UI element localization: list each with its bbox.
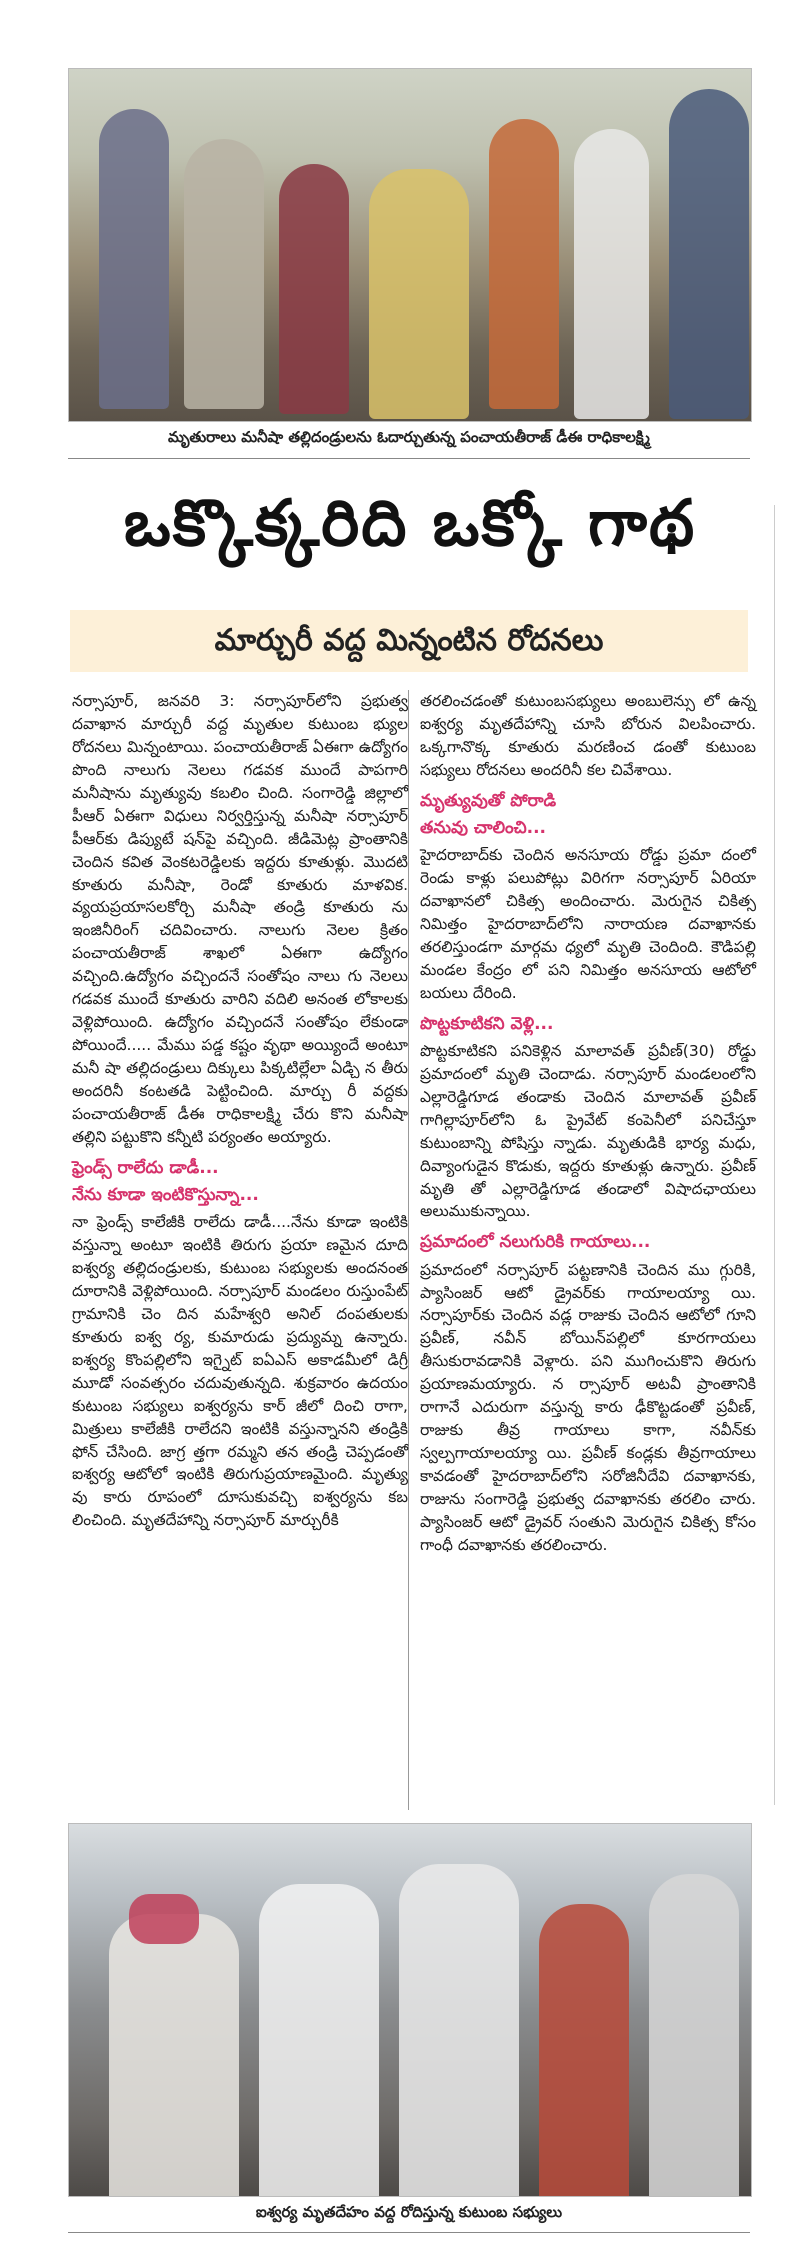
photo-person	[259, 1884, 379, 2197]
photo-person	[184, 139, 264, 409]
caption-divider	[68, 2232, 750, 2233]
photo-person	[669, 89, 749, 419]
bottom-news-photo	[68, 1823, 752, 2197]
photo-person	[99, 109, 169, 409]
section-heading: పొట్టకూటికని వెళ్లి...	[420, 1013, 554, 1034]
article-paragraph: నా ఫ్రెండ్స్ కాలేజీకి రాలేదు డాడీ....నేను కూడా ఇంటికి వస్తున్నా అంటూ ఇంటికి తిరుగు ప్రయా ణమైన దూది ఐశ్వర్య తల్లిదండ్రులకు, కుటుంబ సభ్యులకు అందనంత దూరానికి వెళ్లిపోయింది. నర్సాపూర్ మండలం రుస్తుంపేట్ గ్రామానికి చెం దిన మహేశ్వరి అనిల్ దంపతులకు కూతురు ఐశ్వ ర్య, కుమారుడు ప్రద్యుమ్న ఉన్నారు. ఐశ్వర్య కొంపల్లిలోని ఇగ్నైట్ ఐఏఎస్ అకాడమీలో డిగ్రీ మూడో సంవత్సరం చదువుతున్నది. శుక్రవారం ఉదయం కుటుంబ సభ్యులు ఐశ్వర్యను కార్ జీలో దించి రాగా, మిత్రులు కాలేజీకి రాలేదని ఇంటికి వస్తున్నానని తండ్రికి ఫోన్ చేసింది. జాగ్ర త్తగా రమ్మని తన తండ్రి చెప్పడంతో ఐశ్వర్య ఆటోలో ఇంటికి తిరుగుప్రయాణమైంది. మృత్యు వు కారు రూపంలో దూసుకువచ్చి ఐశ్వర్యను కబ లించింది. మృతదేహాన్ని నర్సాపూర్ మార్చురీకి	[72, 1213, 408, 1530]
article-paragraph: ప్రమాదంలో నర్సాపూర్ పట్టణానికి చెందిన ము గ్గురికి, ప్యాసింజర్ ఆటో డ్రైవర్‌కు గాయాలయ్యా యి. నర్సాపూర్‌కు చెందిన వడ్ల రాజుకు చెందిన ఆటోలో గూని ప్రవీణ్, నవీన్ బోయిన్‌పల్లిలో కూరగాయలు తీసుకురావడానికి వెళ్లారు. పని ముగించుకొని తిరుగు ప్రయాణమయ్యారు. న ర్సాపూర్ అటవీ ప్రాంతానికి రాగానే ఎదురుగా వస్తున్న కారు ఢీకొట్టడంతో ప్రవీణ్, రాజుకు తీవ్ర గాయాలు కాగా, నవీన్‌కు స్వల్పగాయాలయ్యా యి. ప్రవీణ్ కండ్లకు తీవ్రగాయాలు కావడంతో హైదరాబాద్‌లోని సరోజినీదేవి దవాఖానకు, రాజును సంగారెడ్డి ప్రభుత్వ దవాఖానకు తరలిం చారు. ప్యాసింజర్ ఆటో డ్రైవర్ సంతుని మెరుగైన చికిత్స కోసం గాంధీ దవాఖానకు తరలించారు.	[420, 1260, 756, 1554]
section-heading	[72, 1155, 408, 1209]
photo-person	[279, 164, 349, 414]
top-photo-caption: మృతురాలు మనీషా తల్లిదండ్రులను ఓదార్చుతున్న పంచాయతీరాజ్ డీఈ రాధికాలక్ష్మి	[168, 428, 650, 446]
top-news-photo	[68, 68, 752, 422]
article-paragraph: హైదరాబాద్‌కు చెందిన అనసూయ రోడ్డు ప్రమా దంలో రెండు కాళ్లు పలుపోట్లు విరిగగా నర్సాపూర్ ఏరియా దవాఖానలో చికిత్స అందించారు. మెరుగైన చికిత్స నిమిత్తం హైదరాబాద్‌లోని నారాయణ దవాఖానకు తరలిస్తుండగా మార్గమ ధ్యలో మృతి చెందింది. కౌడిపల్లి మండల కేంద్రం లో పని నిమిత్తం అనసూయ ఆటోలో బయలు దేరింది.	[420, 846, 756, 1002]
article-paragraph: నర్సాపూర్, జనవరి 3: నర్సాపూర్‌లోని ప్రభుత్వ దవాఖాన మార్చురీ వద్ద మృతుల కుటుంబ భ్యుల రోదనలు మిన్నంటాయి. పంచాయతీరాజ్ ఏఈగా ఉద్యోగం పొంది నాలుగు నెలలు గడవక ముందే పాపగారి మనీషాను మృత్యువు కబలిం చింది. సంగారెడ్డి జిల్లాలో పీఆర్ ఏఈగా విధులు నిర్వర్తిస్తున్న మనీషా నర్సాపూర్ పీఆర్‌కు డిప్యుటే షన్‌పై వచ్చింది. జీడిమెట్ల ప్రాంతానికి చెందిన కవిత వెంకటరెడ్డిలకు ఇద్దరు కూతుళ్లు. మొదటి కూతురు మనీషా, రెండో కూతురు మాళవిక. వ్యయప్రయాసలకోర్చి మనీషా తండ్రి కూతురు ను ఇంజినీరింగ్ చదివించారు. నాలుగు నెలల క్రితం పంచాయతీరాజ్ శాఖలో ఏఈగా ఉద్యోగం వచ్చింది.ఉద్యోగం వచ్చిందనే సంతోషం నాలు గు నెలలు గడవక ముందే కూతురు వారిని వదిలి అనంత లోకాలకు వెళ్లిపోయింది. ఉద్యోగం వచ్చిందనే సంతోషం లేకుండా పోయిందే..... మేము పడ్డ కష్టం వృథా అయ్యిందే అంటూ మనీ షా తల్లిదండ్రులు దిక్కులు పిక్కటిల్లేలా ఏడ్చి న తీరు అందరినీ కంటతడి పెట్టించింది. మార్చు రీ వద్దకు పంచాయతీరాజ్ డీఈ రాధికాలక్ష్మి చేరు కొని మనీషా తల్లిని పట్టుకొని కన్నీటి పర్యంతం అయ్యారు.	[72, 692, 408, 1146]
section-heading: ప్రమాదంలో నలుగురికి గాయాలు...	[420, 1232, 651, 1253]
bottom-photo-caption: ఐశ్వర్య మృతదేహం వద్ద రోదిస్తున్న కుటుంబ సభ్యులు	[255, 2203, 563, 2221]
caption-divider	[68, 458, 750, 459]
photo-person	[109, 1914, 239, 2197]
photo-person	[574, 129, 649, 419]
section-heading-line: మృత్యువుతో పోరాడి	[420, 790, 557, 811]
article-right-column	[420, 690, 756, 1557]
section-heading	[420, 788, 756, 842]
photo-person	[539, 1904, 629, 2197]
section-heading-line: నేను కూడా ఇంటికొస్తున్నా...	[72, 1184, 259, 1205]
article-left-column	[72, 690, 408, 1532]
section-heading-line: తనువు చాలించి...	[420, 817, 547, 838]
article-paragraph: తరలించడంతో కుటుంబసభ్యులు అంబులెన్సు లో ఉన్న ఐశ్వర్య మృతదేహాన్ని చూసి బోరున విలపించారు. ఒక్కగానొక్క కూతురు మరణించ డంతో కుటుంబ సభ్యులు రోదనలు అందరినీ కల చివేశాయి.	[420, 692, 756, 779]
photo-person	[649, 1874, 739, 2197]
photo-headscarf	[129, 1894, 199, 1944]
section-heading-line: ఫ్రెండ్స్ రాలేదు డాడీ...	[72, 1157, 219, 1178]
photo-person	[489, 119, 559, 409]
subheadline: మార్చురీ వద్ద మిన్నంటిన రోదనలు	[70, 610, 748, 672]
column-divider	[408, 690, 409, 1810]
page-edge-line	[774, 505, 775, 1805]
article-paragraph: పొట్టకూటికని పనికెళ్లిన మాలావత్ ప్రవీణ్(30) రోడ్డు ప్రమాదంలో మృతి చెందాడు. నర్సాపూర్ మండలంలోని ఎల్లారెడ్డిగూడ తండాకు చెందిన మాలావత్ ప్రవీణ్ గాగిల్లాపూర్‌లోని ఓ ప్రైవేట్ కంపెనీలో పనిచేస్తూ కుటుంబాన్ని పోషిస్తు న్నాడు. మృతుడికి భార్య మధు, దివ్యాంగుడైన కొడుకు, ఇద్దరు కూతుళ్లు ఉన్నారు. ప్రవీణ్ మృతి తో ఎల్లారెడ్డిగూడ తండాలో విషాదఛాయలు అలుముకున్నాయి.	[420, 1041, 756, 1221]
photo-person	[369, 169, 469, 419]
photo-person	[399, 1864, 519, 2197]
headline: ఒక్కొక్కరిది ఒక్కో గాథ	[123, 487, 697, 561]
